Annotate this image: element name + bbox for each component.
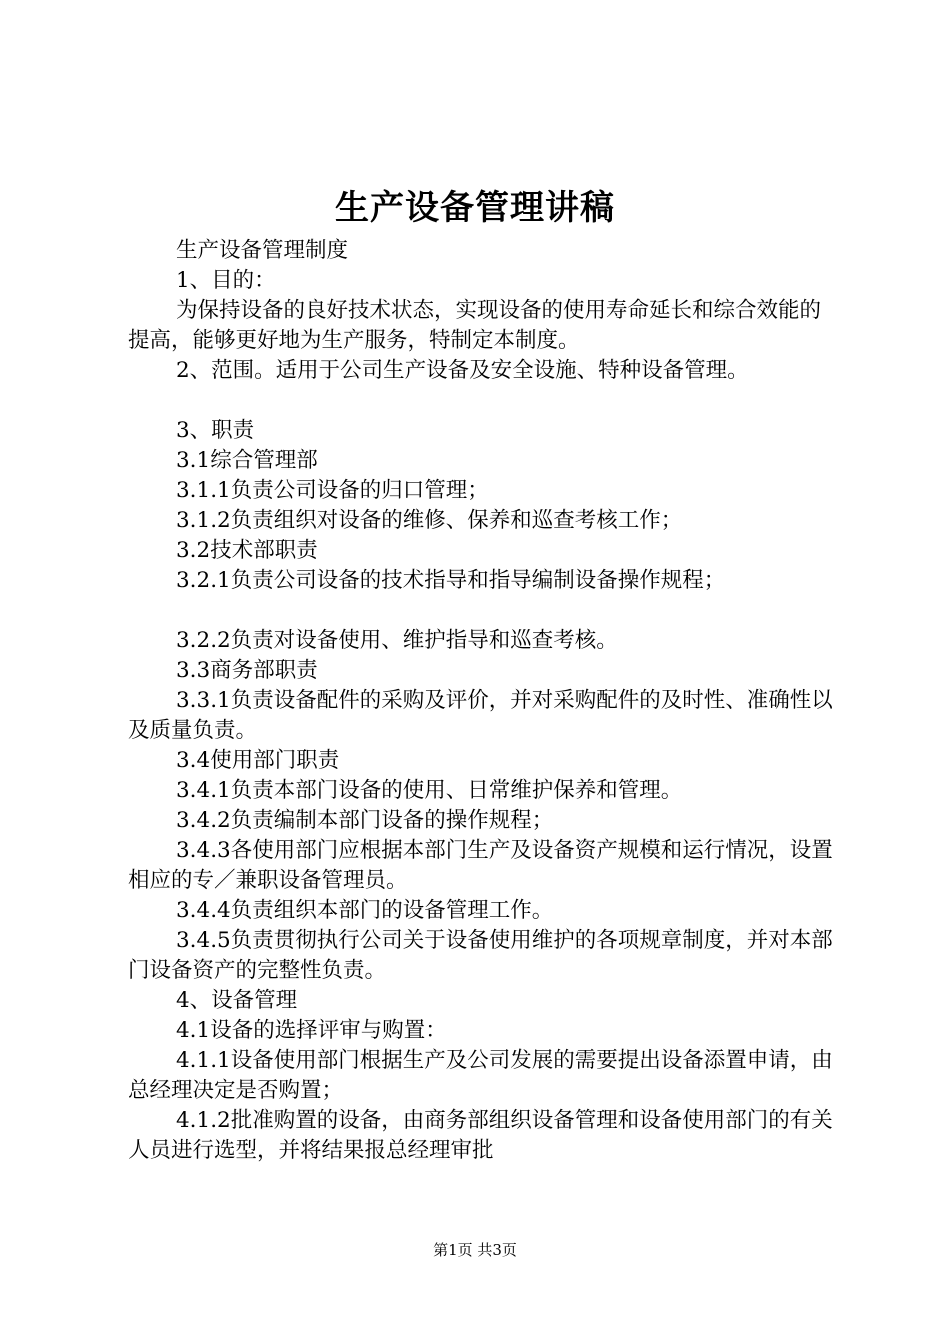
- paragraph-3-4-4: 3.4.4负责组织本部门的设备管理工作。: [176, 898, 554, 923]
- paragraph-equipment-heading: 4、设备管理: [176, 988, 298, 1013]
- blank-line: [128, 596, 838, 626]
- paragraph-4-1: 4.1设备的选择评审与购置：: [176, 1018, 447, 1043]
- paragraph-4-1-2: 4.1.2批准购置的设备，由商务部组织设备管理和设备使用部门的有关人员进行选型，并将结果报总经理审批: [128, 1108, 833, 1163]
- paragraph-3-2: 3.2技术部职责: [176, 538, 318, 563]
- blank-line: [128, 386, 838, 416]
- paragraph-3-4: 3.4使用部门职责: [176, 748, 340, 773]
- paragraph-3-4-5: 3.4.5负责贯彻执行公司关于设备使用维护的各项规章制度，并对本部门设备资产的完整性负责。: [128, 928, 833, 983]
- paragraph-3-4-3: 3.4.3各使用部门应根据本部门生产及设备资产规模和运行情况，设置相应的专／兼职设备管理员。: [128, 838, 833, 893]
- paragraph-4-1-1: 4.1.1设备使用部门根据生产及公司发展的需要提出设备添置申请，由总经理决定是否购置；: [128, 1048, 833, 1103]
- paragraph-purpose: 为保持设备的良好技术状态，实现设备的使用寿命延长和综合效能的提高，能够更好地为生产服务，特制定本制度。: [128, 298, 822, 353]
- document-body: [128, 236, 838, 1166]
- page-footer: 第1页 共3页: [433, 1241, 517, 1259]
- paragraph-3-4-1: 3.4.1负责本部门设备的使用、日常维护保养和管理。: [176, 778, 683, 803]
- paragraph-purpose-heading: 1、目的：: [176, 268, 276, 293]
- paragraph-duties-heading: 3、职责: [176, 418, 255, 443]
- paragraph-3-3-1: 3.3.1负责设备配件的采购及评价，并对采购配件的及时性、准确性以及质量负责。: [128, 688, 833, 743]
- paragraph-subtitle: 生产设备管理制度: [176, 238, 349, 263]
- paragraph-3-1-2: 3.1.2负责组织对设备的维修、保养和巡查考核工作；: [176, 508, 683, 533]
- page-title: 生产设备管理讲稿: [335, 188, 615, 228]
- paragraph-3-2-1: 3.2.1负责公司设备的技术指导和指导编制设备操作规程；: [176, 568, 726, 593]
- paragraph-3-4-2: 3.4.2负责编制本部门设备的操作规程；: [176, 808, 554, 833]
- paragraph-scope: 2、范围。适用于公司生产设备及安全设施、特种设备管理。: [176, 358, 749, 383]
- paragraph-3-2-2: 3.2.2负责对设备使用、维护指导和巡查考核。: [176, 628, 618, 653]
- paragraph-3-3: 3.3商务部职责: [176, 658, 318, 683]
- paragraph-3-1-1: 3.1.1负责公司设备的归口管理；: [176, 478, 489, 503]
- paragraph-3-1: 3.1综合管理部: [176, 448, 318, 473]
